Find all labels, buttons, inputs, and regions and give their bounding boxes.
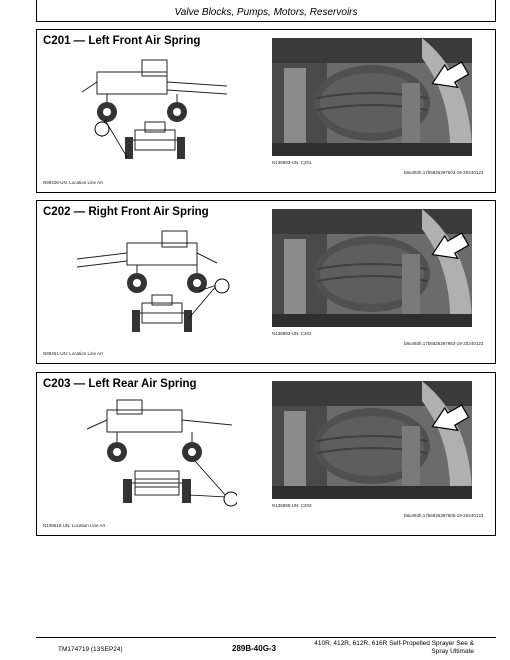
location-art-caption: N99451-UN: Location Line Art bbox=[43, 351, 103, 356]
page-header-title: Valve Blocks, Pumps, Motors, Reservoirs bbox=[174, 7, 358, 18]
footer-page-number: 289B-40G-3 bbox=[232, 644, 277, 653]
photo-id-caption: N136893-UN: C202 bbox=[272, 331, 312, 336]
air-spring-photo bbox=[272, 38, 472, 156]
section-title: C201 — Left Front Air Spring bbox=[43, 35, 201, 47]
footer-document-id: TM174719 (13SEP24) bbox=[58, 646, 123, 653]
photo-id-caption: N136895-UN: C203 bbox=[272, 503, 312, 508]
photo-reference-caption: b8u493h,17b6826397605-19-20240123 bbox=[404, 513, 484, 518]
air-spring-photo bbox=[272, 381, 472, 499]
page-header bbox=[36, 0, 496, 22]
section-c203 bbox=[36, 372, 496, 536]
location-art-caption: N99426-UN: Location Line Art bbox=[43, 180, 103, 185]
section-c201 bbox=[36, 29, 496, 193]
footer-product-line-2: Spray Ultimate bbox=[431, 648, 474, 655]
section-title: C202 — Right Front Air Spring bbox=[43, 206, 209, 218]
sprayer-location-line-art bbox=[67, 223, 237, 341]
photo-reference-caption: b8u493h,17b6826397952-19-20240123 bbox=[404, 341, 484, 346]
footer-product-line-1: 410R, 412R, 612R, 616R Self-Propelled Sprayer See & bbox=[314, 640, 474, 647]
section-c202 bbox=[36, 200, 496, 364]
sprayer-location-line-art bbox=[67, 395, 237, 513]
location-art-caption: N108610-UN: Location Line Art bbox=[43, 523, 106, 528]
photo-reference-caption: b8u493h,17b6826397603-19-20240123 bbox=[404, 170, 484, 175]
footer-product-name bbox=[302, 640, 474, 656]
section-title: C203 — Left Rear Air Spring bbox=[43, 378, 197, 390]
photo-id-caption: N136893-UN: C201 bbox=[272, 160, 312, 165]
air-spring-photo bbox=[272, 209, 472, 327]
sprayer-location-line-art bbox=[67, 52, 237, 170]
footer-divider bbox=[36, 637, 496, 638]
